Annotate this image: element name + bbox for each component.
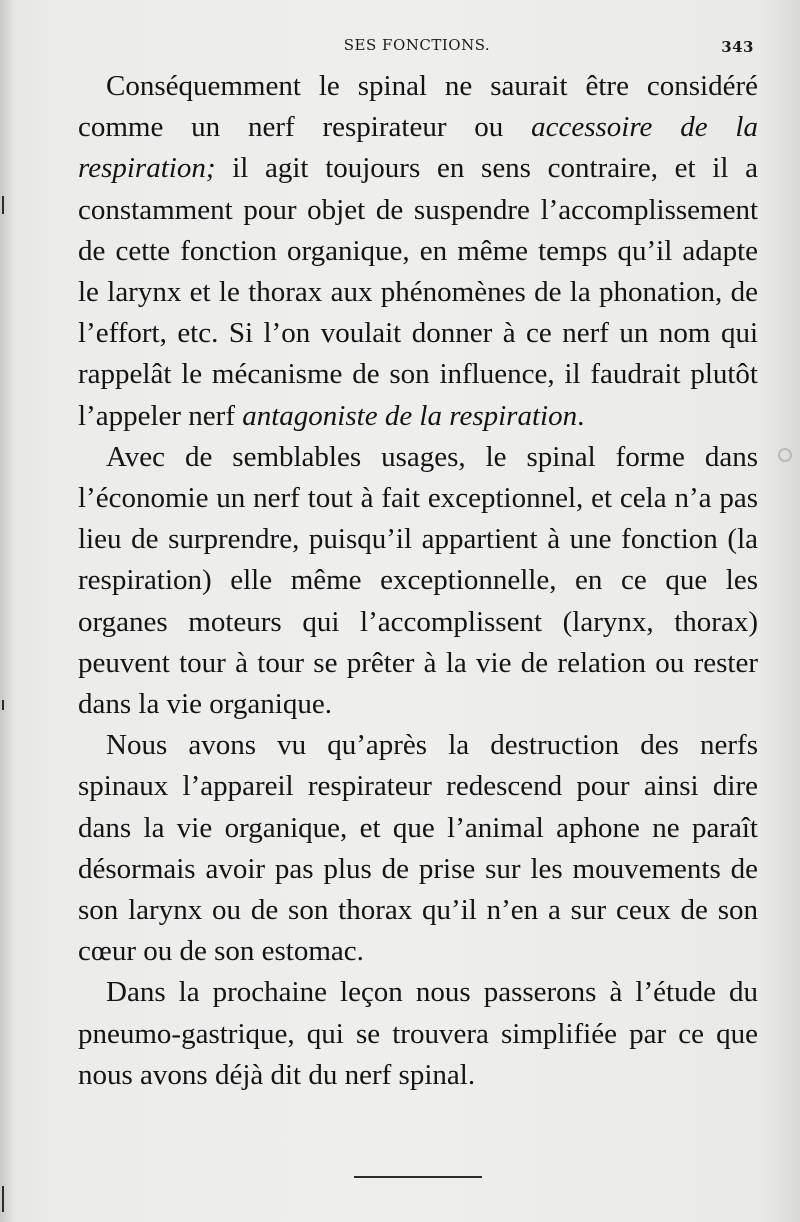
running-title: SES FONCTIONS. xyxy=(343,36,491,54)
scan-edge-mark xyxy=(2,1186,4,1212)
page-header xyxy=(80,36,754,58)
section-end-rule xyxy=(354,1176,482,1178)
body-text xyxy=(78,66,758,1096)
paragraph-2: Avec de semblables usages, le spinal forme dans l’économie un nerf tout à fait exceptionnel, et cela n’a pas lieu de surprendre, puisqu’il appartient à une fonction (la respiration) elle même exceptionnelle, en ce que les organes moteurs qui l’accomplissent (larynx, thorax) peuvent tour à tour se prêter à la vie de relation ou rester dans la vie organique. xyxy=(78,440,758,721)
paragraph-3: Nous avons vu qu’après la destruction des nerfs spinaux l’appareil respirateur redescend pour ainsi dire dans la vie organique, et que l’animal aphone ne paraît désormais avoir pas plus de prise sur les mouvements de son larynx ou de son thorax qu’il n’en a sur ceux de son cœur ou de son estomac. xyxy=(78,729,758,968)
paragraph-1-part-3: . xyxy=(577,399,585,432)
scan-edge-mark xyxy=(2,700,4,710)
paragraph-1-part-2: il agit toujours en sens contraire, et il a constamment pour objet de suspendre l’accomplissement de cette fonction organique, en même temps qu’il adapte le larynx et le thorax aux phénomènes de la phonation, de l’effort, etc. Si l’on voulait donner à ce nerf un nom qui rappelât le mécanisme de son influence, il faudrait plutôt l’appeler nerf xyxy=(78,152,758,432)
show-through-mark xyxy=(778,448,792,462)
paragraph-1-part-1: Conséquemment le spinal ne saurait être considéré comme un nerf respirateur ou xyxy=(78,70,758,144)
paragraph-4: Dans la prochaine leçon nous passerons à l’étude du pneumo-gastrique, qui se trouvera simplifiée par ce que nous avons déjà dit du nerf spinal. xyxy=(78,976,758,1091)
page-number: 343 xyxy=(721,38,754,56)
scan-edge-mark xyxy=(2,196,4,214)
paragraph-1-italic-2: antagoniste de la respiration xyxy=(242,399,578,432)
paragraph-1-italic-1: accessoire de la respiration; xyxy=(78,111,758,185)
paragraph-1 xyxy=(78,66,758,437)
